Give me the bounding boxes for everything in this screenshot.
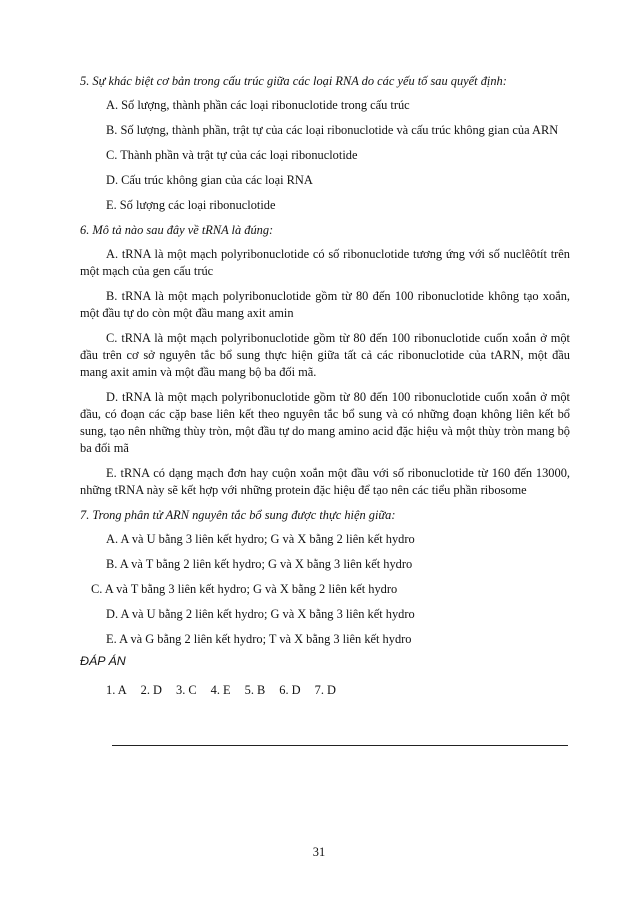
answer-item: 7. D — [314, 683, 336, 697]
question-7-title: 7. Trong phân tử ARN nguyên tắc bổ sung được thực hiện giữa: — [80, 508, 396, 522]
q6-option-e: E. tRNA có dạng mạch đơn hay cuộn xoắn một đầu với số ribonuclotide từ 160 đến 13000, những tRNA này sẽ kết hợp với những protein đặc hiệu để tạo nên các tiểu phần ribosome — [80, 466, 570, 497]
q6-option-d: D. tRNA là một mạch polyribonuclotide gồm từ 80 đến 100 ribonuclotide cuốn xoắn ở một đầu, có đoạn các cặp base liên kết theo nguyên tắc bổ sung và có những đoạn không liên kết bổ sung, tạo nên những thùy tròn, một đầu tự do mang amino acid đặc hiệu và một thùy tròn mang bộ ba đối mã — [80, 390, 570, 455]
q5-option-c: C. Thành phần và trật tự của các loại ribonuclotide — [106, 148, 358, 162]
question-content — [80, 73, 570, 656]
answer-item: 4. E — [210, 683, 231, 697]
answer-key-title: ĐÁP ÁN — [80, 654, 126, 668]
answer-key-list — [106, 683, 336, 698]
answer-item: 3. C — [176, 683, 197, 697]
footnote-divider — [112, 745, 568, 746]
question-6-title: 6. Mô tả nào sau đây về tRNA là đúng: — [80, 223, 274, 237]
q5-option-e: E. Số lượng các loại ribonuclotide — [106, 198, 276, 212]
q7-option-d: D. A và U bằng 2 liên kết hydro; G và X bằng 3 liên kết hydro — [106, 607, 415, 621]
q5-option-d: D. Cấu trúc không gian của các loại RNA — [106, 173, 313, 187]
q6-option-c: C. tRNA là một mạch polyribonuclotide gồm từ 80 đến 100 ribonuclotide cuốn xoắn ở một đầu trên cơ sở nguyên tắc bổ sung thực hiện giữa tất cả các ribonuclotide của tARN, một đầu mang axit amin và một đầu mang bộ ba đối mã. — [80, 331, 570, 379]
question-5-title: 5. Sự khác biệt cơ bản trong cấu trúc giữa các loại RNA do các yếu tố sau quyết định: — [80, 74, 507, 88]
q5-option-a: A. Số lượng, thành phần các loại ribonuclotide trong cấu trúc — [106, 98, 410, 112]
answer-item: 1. A — [106, 683, 127, 697]
answer-item: 6. D — [279, 683, 301, 697]
answer-item: 5. B — [244, 683, 266, 697]
page-number: 31 — [312, 845, 326, 859]
q7-option-b: B. A và T bằng 2 liên kết hydro; G và X bằng 3 liên kết hydro — [106, 557, 413, 571]
q6-option-b: B. tRNA là một mạch polyribonuclotide gồm từ 80 đến 100 ribonuclotide không tạo xoắn, một đầu tự do còn một đầu mang axit amin — [80, 289, 570, 320]
q7-option-e: E. A và G bằng 2 liên kết hydro; T và X bằng 3 liên kết hydro — [106, 632, 412, 646]
answer-item: 2. D — [140, 683, 162, 697]
q5-option-b: B. Số lượng, thành phần, trật tự của các loại ribonuclotide và cấu trúc không gian của ARN — [106, 123, 559, 137]
q7-option-c: C. A và T bằng 3 liên kết hydro; G và X bằng 2 liên kết hydro — [91, 582, 398, 596]
q7-option-a: A. A và U bằng 3 liên kết hydro; G và X bằng 2 liên kết hydro — [106, 532, 415, 546]
q6-option-a: A. tRNA là một mạch polyribonuclotide có số ribonuclotide tương ứng với số nuclêôtít trên một mạch của gen cấu trúc — [80, 247, 570, 278]
